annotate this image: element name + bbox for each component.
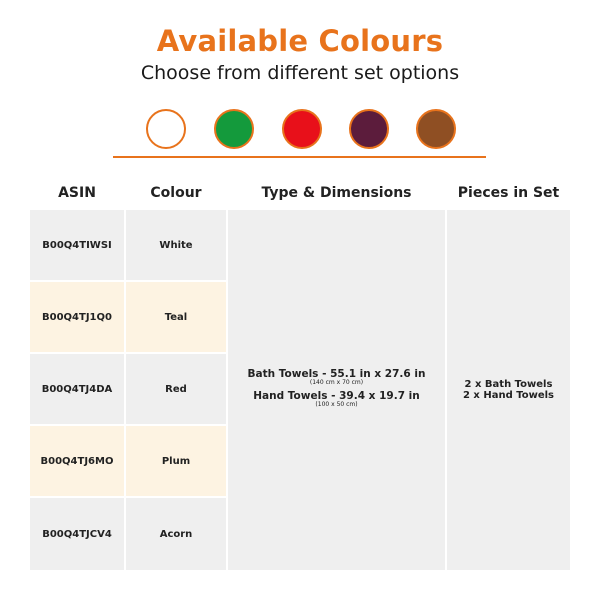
table-cell-colour: Plum [126, 426, 226, 496]
pieces-bath: 2 x Bath Towels [464, 378, 553, 390]
divider-rule [113, 156, 486, 158]
table-cell-colour: Acorn [126, 498, 226, 570]
header-type-dimensions: Type & Dimensions [261, 185, 412, 201]
table-cell-asin: B00Q4TJ4DA [30, 354, 124, 424]
table-cell-colour: Teal [126, 282, 226, 352]
table-cell-asin: B00Q4TIWSI [30, 210, 124, 280]
bath-towel-metric: (140 cm x 70 cm) [309, 379, 364, 387]
colour-swatches [0, 109, 600, 149]
hand-towel-dimensions: Hand Towels - 39.4 x 19.7 in [253, 390, 420, 402]
swatch-acorn [416, 109, 456, 149]
table-cell-asin: B00Q4TJ1Q0 [30, 282, 124, 352]
swatch-red [282, 109, 322, 149]
page-subtitle: Choose from different set options [140, 62, 460, 84]
swatch-teal [214, 109, 254, 149]
header-pieces: Pieces in Set [457, 185, 560, 201]
bath-towel-dimensions: Bath Towels - 55.1 in x 27.6 in [247, 368, 426, 381]
page-title: Available Colours [156, 24, 444, 58]
swatch-white [146, 109, 186, 149]
pieces-cell [447, 210, 570, 570]
table-cell-asin: B00Q4TJCV4 [30, 498, 124, 570]
swatch-plum [349, 109, 389, 149]
header-colour: Colour [150, 185, 202, 201]
table-cell-asin: B00Q4TJ6MO [30, 426, 124, 496]
header-asin: ASIN [58, 185, 96, 201]
hand-towel-metric: (100 x 50 cm) [315, 401, 358, 409]
table-cell-colour: Red [126, 354, 226, 424]
pieces-hand: 2 x Hand Towels [462, 390, 554, 401]
type-dimensions-cell [228, 210, 445, 570]
table-cell-colour: White [126, 210, 226, 280]
